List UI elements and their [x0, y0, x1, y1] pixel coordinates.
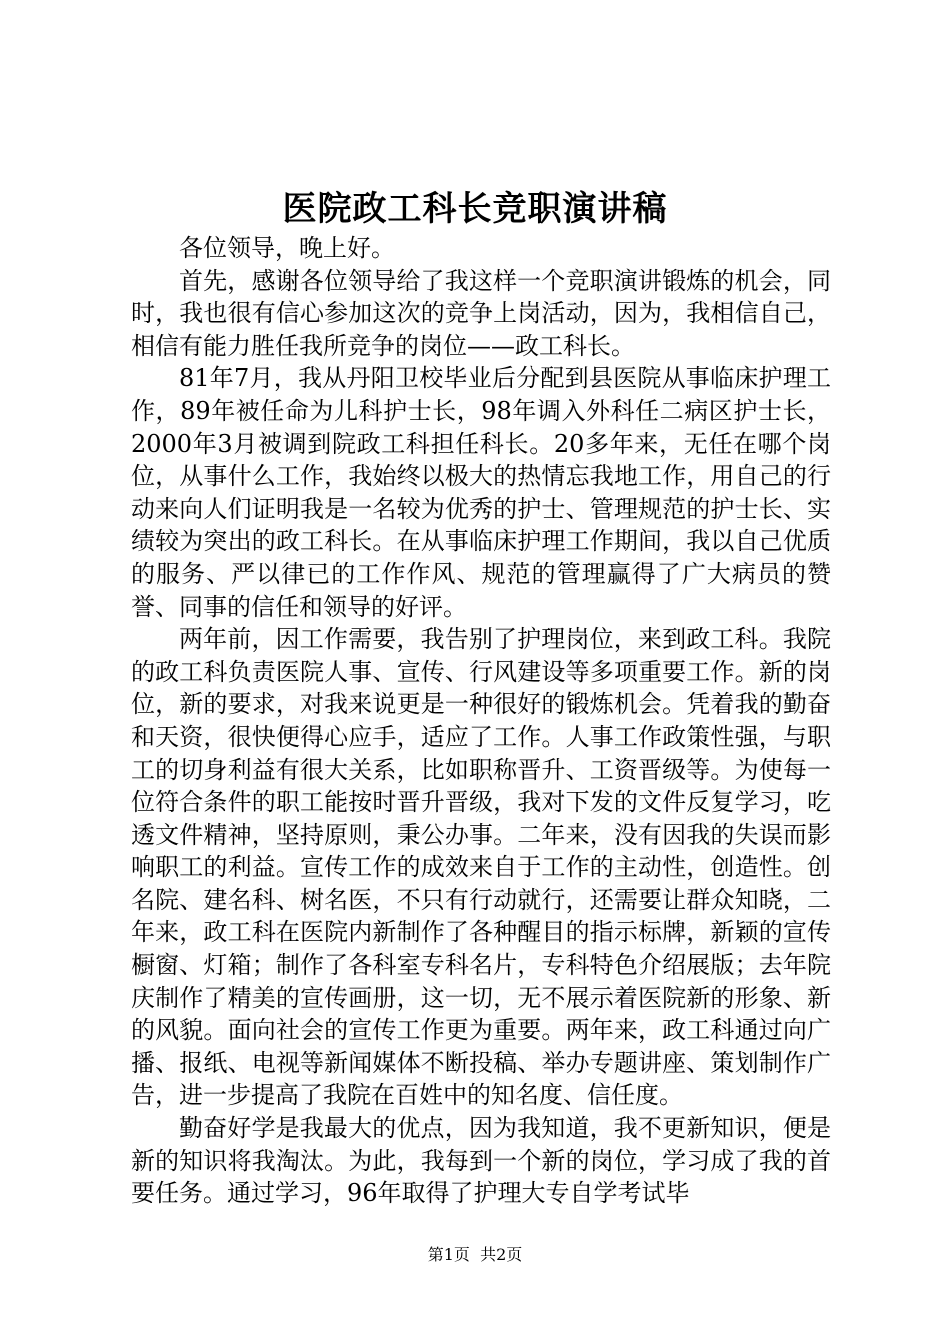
- page-total: 共2页: [480, 1245, 523, 1264]
- paragraph-intro: 首先，感谢各位领导给了我这样一个竞职演讲锻炼的机会，同时，我也很有信心参加这次的竞争上岗活动，因为，我相信自己，相信有能力胜任我所竞争的岗位——政工科长。: [131, 266, 831, 360]
- paragraph-greeting: 各位领导，晚上好。: [179, 234, 395, 262]
- document-title: 医院政工科长竞职演讲稿: [282, 189, 668, 229]
- document-body: [131, 232, 831, 1210]
- page-footer: [0, 1244, 950, 1266]
- paragraph-career: 81年7月，我从丹阳卫校毕业后分配到县医院从事临床护理工作，89年被任命为儿科护士长，98年调入外科任二病区护士长，2000年3月被调到院政工科担任科长。20多年来，无任在哪个岗位，从事什么工作，我始终以极大的热情忘我地工作，用自己的行动来向人们证明我是一名较为优秀的护士、管理规范的护士长、实绩较为突出的政工科长。在从事临床护理工作期间，我以自己优质的服务、严以律已的工作作风、规范的管理赢得了广大病员的赞誉、同事的信任和领导的好评。: [131, 364, 831, 621]
- paragraph-study: 勤奋好学是我最大的优点，因为我知道，我不更新知识，便是新的知识将我淘汰。为此，我每到一个新的岗位，学习成了我的首要任务。通过学习，96年取得了护理大专自学考试毕: [131, 1114, 831, 1208]
- page-number: 第1页: [427, 1245, 470, 1264]
- paragraph-political-work: 两年前，因工作需要，我告别了护理岗位，来到政工科。我院的政工科负责医院人事、宣传、行风建设等多项重要工作。新的岗位，新的要求，对我来说更是一种很好的锻炼机会。凭着我的勤奋和天资，很快便得心应手，适应了工作。人事工作政策性强，与职工的切身利益有很大关系，比如职称晋升、工资晋级等。为使每一位符合条件的职工能按时晋升晋级，我对下发的文件反复学习，吃透文件精神，坚持原则，秉公办事。二年来，没有因我的失误而影响职工的利益。宣传工作的成效来自于工作的主动性，创造性。创名院、建名科、树名医，不只有行动就行，还需要让群众知晓，二年来，政工科在医院内新制作了各种醒目的指示标牌，新颖的宣传橱窗、灯箱；制作了各科室专科名片，专科特色介绍展版；去年院庆制作了精美的宣传画册，这一切，无不展示着医院新的形象、新的风貌。面向社会的宣传工作更为重要。两年来，政工科通过向广播、报纸、电视等新闻媒体不断投稿、举办专题讲座、策划制作广告，进一步提高了我院在百姓中的知名度、信任度。: [131, 625, 831, 1110]
